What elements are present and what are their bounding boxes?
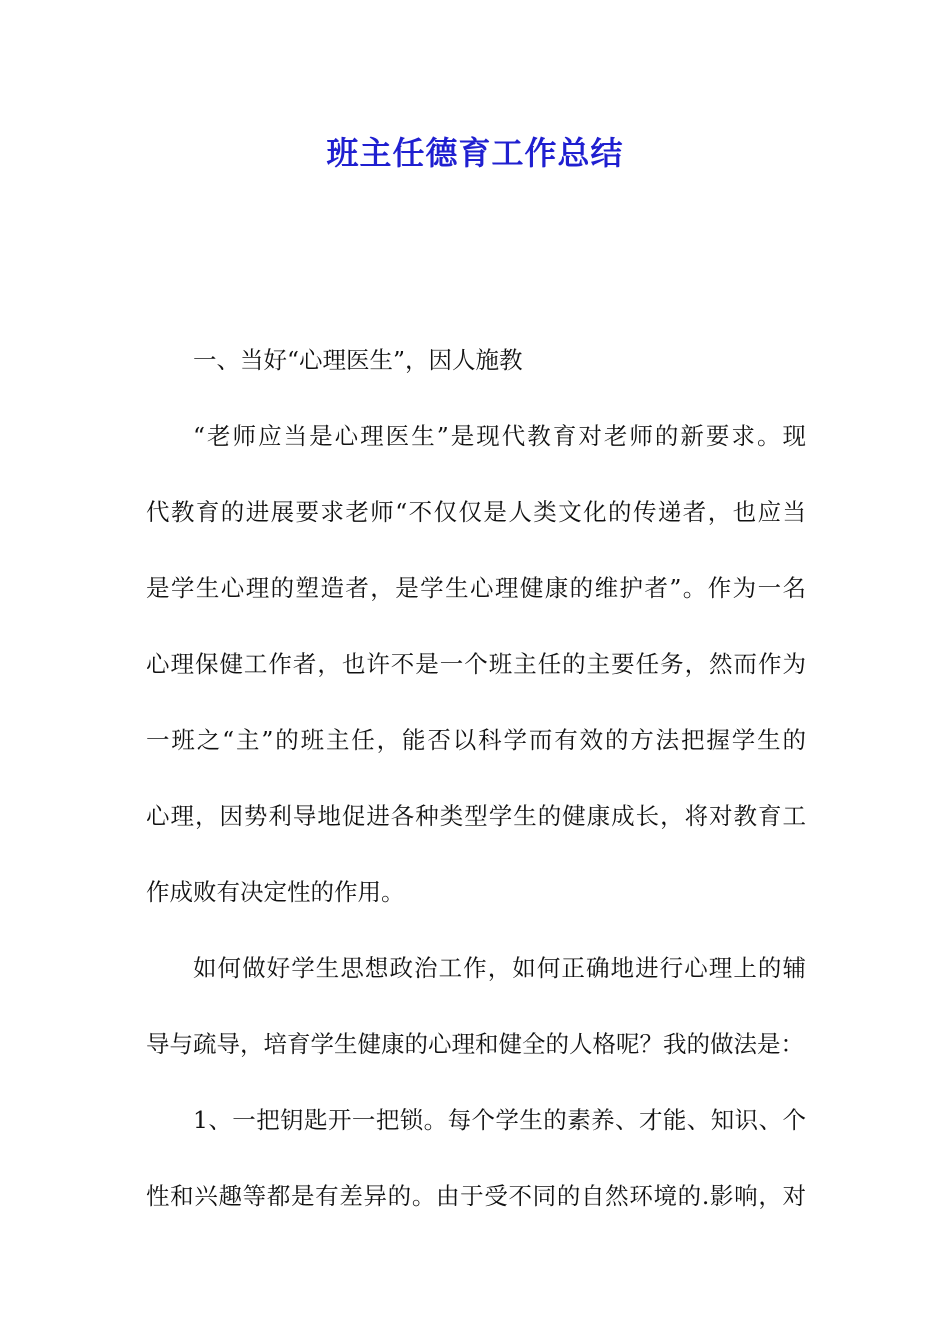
paragraph-line: “老师应当是心理医生”是现代教育对老师的新要求。现	[193, 422, 806, 450]
document-title: 班主任德育工作总结	[326, 134, 624, 172]
paragraph-line: 一班之“主”的班主任，能否以科学而有效的方法把握学生的	[146, 726, 806, 754]
paragraph-line: 导与疏导，培育学生健康的心理和健全的人格呢？我的做法是：	[146, 1030, 804, 1058]
paragraph-line: 是学生心理的塑造者，是学生心理健康的维护者”。作为一名	[146, 574, 806, 602]
paragraph-line: 如何做好学生思想政治工作，如何正确地进行心理上的辅	[193, 954, 806, 982]
paragraph-line: 代教育的进展要求老师“不仅仅是人类文化的传递者，也应当	[146, 498, 806, 526]
paragraph-line: 作成败有决定性的作用。	[146, 878, 405, 906]
paragraph-line: 心理，因势利导地促进各种类型学生的健康成长，将对教育工	[146, 802, 806, 830]
paragraph-line: 心理保健工作者，也许不是一个班主任的主要任务，然而作为	[146, 650, 806, 678]
section-heading: 一、当好“心理医生”，因人施教	[193, 346, 523, 374]
document-body	[146, 335, 806, 1247]
paragraph-line: 1、一把钥匙开一把锁。每个学生的素养、才能、知识、个	[193, 1106, 806, 1134]
paragraph-line: 性和兴趣等都是有差异的。由于受不同的自然环境的.影响，对	[146, 1182, 806, 1210]
